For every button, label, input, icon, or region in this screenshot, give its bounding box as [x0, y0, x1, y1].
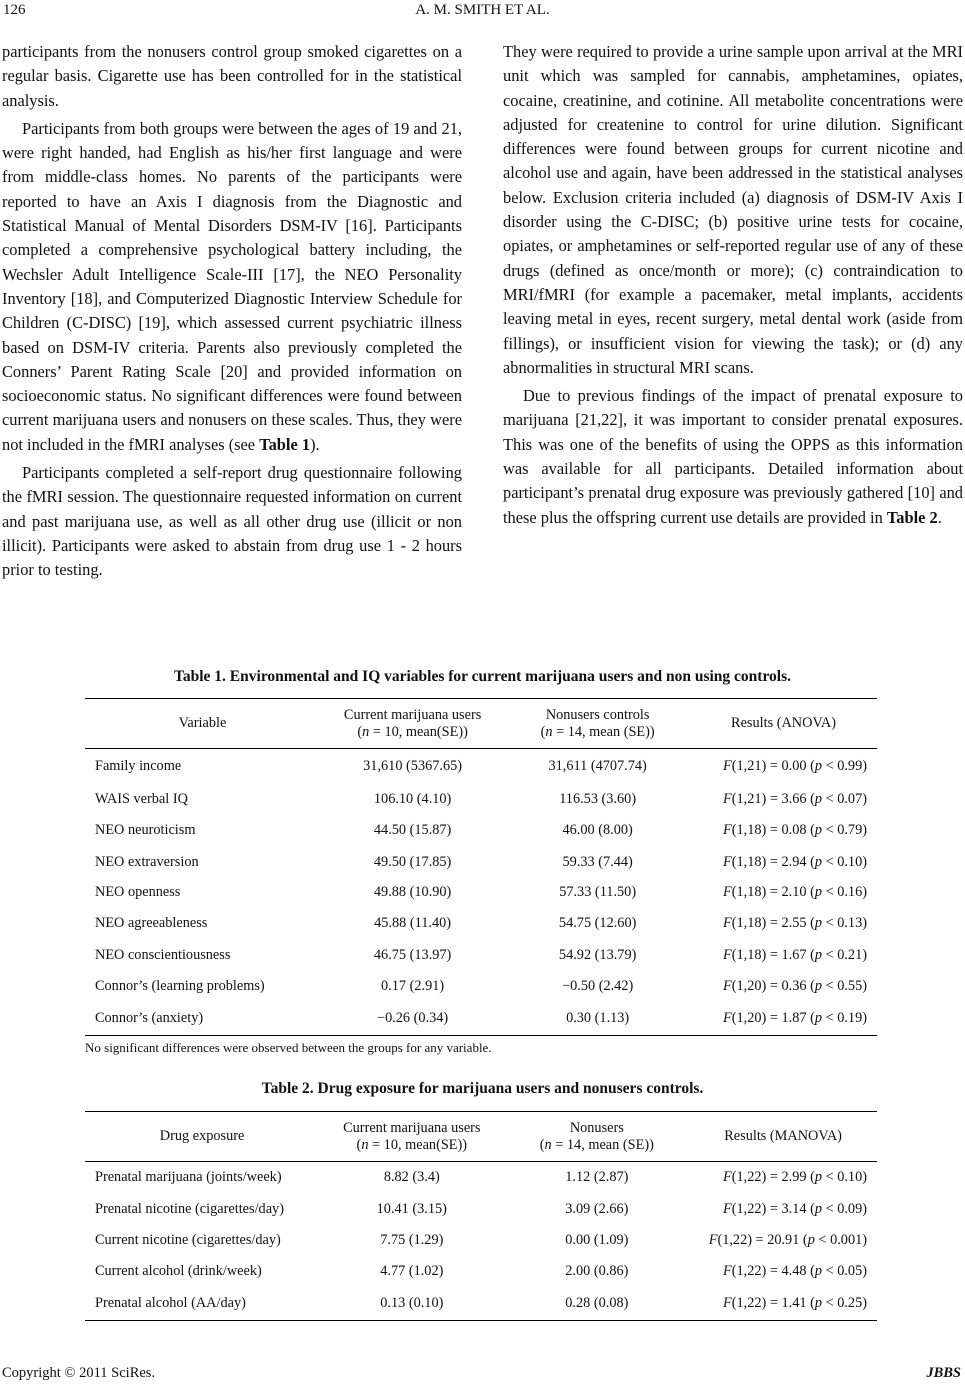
- column-header-nonusers: Nonusers (n = 14, mean (SE)): [504, 1112, 689, 1162]
- cell-variable: NEO extraversion: [95, 853, 199, 870]
- cell-nonusers: 54.75 (12.60): [558, 915, 637, 931]
- table-row: [85, 878, 877, 908]
- column-header-results: Results (MANOVA): [689, 1112, 877, 1162]
- cell-users: 7.75 (1.29): [380, 1231, 444, 1248]
- cell-variable: WAIS verbal IQ: [95, 791, 188, 807]
- paragraph: participants from the nonusers control group smoked cigarettes on a regular basis. Cigarette use has been controlled for in the statistical analysis.: [2, 42, 462, 110]
- cell-users: 10.41 (3.15): [376, 1200, 447, 1217]
- cell-nonusers: 46.00 (8.00): [562, 822, 633, 838]
- table-1-reference: Table 1: [259, 434, 311, 454]
- table-header-row: [85, 699, 877, 749]
- cell-nonusers: 0.28 (0.08): [504, 1287, 689, 1321]
- cell-nonusers: 31,611 (4707.74): [548, 758, 647, 775]
- table-row: [85, 971, 877, 1002]
- cell-result: F(1,18) = 2.10 (p < 0.16): [723, 884, 867, 900]
- table-row: [85, 1162, 877, 1194]
- cell-users: 106.10 (4.10): [373, 791, 452, 807]
- table-row: [85, 1194, 877, 1225]
- cell-users: 0.17 (2.91): [381, 977, 445, 994]
- cell-users: 31,610 (5367.65): [363, 758, 463, 775]
- right-column: [503, 40, 963, 530]
- cell-result: F(1,20) = 0.36 (p < 0.55): [723, 977, 867, 994]
- table-row: [85, 847, 877, 878]
- paragraph: [503, 384, 963, 530]
- column-header-nonusers: Nonusers controls (n = 14, mean (SE)): [505, 699, 690, 749]
- cell-result: F(1,18) = 2.55 (p < 0.13): [723, 915, 867, 931]
- cell-result: F(1,22) = 3.14 (p < 0.09): [723, 1200, 867, 1217]
- cell-variable: Connor’s (learning problems): [95, 977, 265, 994]
- paragraph: [2, 117, 462, 457]
- paragraph: Participants completed a self-report drug questionnaire following the fMRI session. The questionnaire requested information on current and past marijuana use, as well as all other drug use (illicit or non illicit). Participants were asked to abstain from drug use 1 - 2 hours prior to testing.: [2, 463, 462, 580]
- cell-result: F(1,22) = 20.91 (p < 0.001): [708, 1231, 867, 1248]
- table-1: [85, 698, 877, 1036]
- cell-users: 0.13 (0.10): [319, 1287, 504, 1321]
- column-header-users: Current marijuana users (n = 10, mean(SE)): [319, 1112, 504, 1162]
- cell-nonusers: 59.33 (7.44): [562, 853, 633, 870]
- running-head: A. M. SMITH ET AL.: [415, 2, 550, 18]
- paragraph-text: Participants from both groups were between the ages of 19 and 21, were right handed, had English as his/her first language and were from middle-class homes. No parents of the participants were reported to have an Axis I diagnosis from the Diagnostic and Statistical Manual of Mental Disorders DSM-IV [16]. Participants completed a comprehensive psychological battery including, the Wechsler Adult Intelligence Scale-III [17], the NEO Personality Inventory [18], and Computerized Diagnostic Interview Schedule for Children (C-DISC) [19], which assessed current psychiatric illness based on DSM-IV criteria. Parents also previously completed the Conners’ Parent Rating Scale [20] and provided information on socioeconomic status. No significant differences were found between current marijuana users and nonusers on these scales. Thus, they were not included in the fMRI analyses (see: [2, 118, 462, 454]
- cell-users: 49.88 (10.90): [373, 884, 452, 900]
- column-header-drug-exposure: Drug exposure: [85, 1112, 319, 1162]
- cell-nonusers: 57.33 (11.50): [559, 884, 637, 900]
- cell-nonusers: 1.12 (2.87): [565, 1169, 629, 1186]
- table-2: [85, 1111, 877, 1321]
- table-row: [85, 908, 877, 940]
- cell-variable: NEO neuroticism: [95, 822, 196, 838]
- cell-result: F(1,18) = 0.08 (p < 0.79): [723, 822, 867, 838]
- cell-variable: Connor’s (anxiety): [85, 1002, 320, 1036]
- column-header-results: Results (ANOVA): [690, 699, 877, 749]
- cell-variable: Prenatal alcohol (AA/day): [85, 1287, 319, 1321]
- cell-variable: Family income: [95, 758, 182, 775]
- column-header-variable: Variable: [85, 699, 320, 749]
- cell-variable: Prenatal marijuana (joints/week): [95, 1169, 282, 1186]
- cell-users: 44.50 (15.87): [373, 822, 452, 838]
- column-header-users: Current marijuana users (n = 10, mean(SE)): [320, 699, 505, 749]
- cell-result: F(1,22) = 2.99 (p < 0.10): [723, 1169, 867, 1186]
- paragraph-text: .: [937, 507, 942, 527]
- cell-users: 4.77 (1.02): [380, 1262, 444, 1279]
- table-row: [85, 940, 877, 971]
- cell-variable: NEO openness: [95, 884, 181, 900]
- cell-users: 8.82 (3.4): [383, 1169, 440, 1186]
- page-header: [0, 0, 965, 30]
- cell-nonusers: 3.09 (2.66): [565, 1200, 629, 1217]
- cell-result: F(1,21) = 0.00 (p < 0.99): [723, 758, 867, 775]
- cell-nonusers: 116.53 (3.60): [559, 791, 637, 807]
- paragraph-text: ).: [310, 434, 320, 454]
- cell-nonusers: 0.30 (1.13): [505, 1002, 690, 1036]
- cell-variable: NEO agreeableness: [95, 915, 208, 931]
- cell-variable: NEO conscientiousness: [95, 946, 231, 963]
- table-row: [85, 1256, 877, 1287]
- cell-users: 46.75 (13.97): [373, 946, 452, 963]
- cell-nonusers: 0.00 (1.09): [565, 1231, 629, 1248]
- table-row: [85, 815, 877, 847]
- copyright: Copyright © 2011 SciRes.: [2, 1365, 156, 1381]
- cell-users: −0.26 (0.34): [320, 1002, 505, 1036]
- page-number: 126: [3, 2, 26, 18]
- table-row: [85, 749, 877, 785]
- paragraph: They were required to provide a urine sample upon arrival at the MRI unit which was sampled for cannabis, amphetamines, opiates, cocaine, creatinine, and cotinine. All metabolite concentrations were adjusted for createnine to control for urine dilution. Significant differences were found between groups for current nicotine and alcohol use and again, have been addressed in the statistical analyses below. Exclusion criteria included (a) diagnosis of DSM-IV Axis I disorder using the C-DISC; (b) positive urine tests for cocaine, opiates, or amphetamines or self-reported regular use of any of these drugs (defined as once/month or more); (c) contraindication to MRI/fMRI (for example a pacemaker, metal implants, accidents leaving metal in eyes, recent surgery, metal dental work (aside from fillings), or insufficient vision for viewing the task); or (d) any abnormalities in structural MRI scans.: [503, 42, 963, 377]
- journal-name: JBBS: [926, 1365, 961, 1381]
- cell-nonusers: −0.50 (2.42): [562, 977, 634, 994]
- left-column: [2, 40, 462, 583]
- cell-variable: Prenatal nicotine (cigarettes/day): [95, 1200, 284, 1217]
- cell-result: F(1,21) = 3.66 (p < 0.07): [723, 791, 867, 807]
- table-row: [85, 785, 877, 815]
- table-row: [85, 1002, 877, 1036]
- table-2-caption: Table 2. Drug exposure for marijuana users and nonusers controls.: [261, 1080, 704, 1097]
- table-row: [85, 1225, 877, 1256]
- cell-result: F(1,20) = 1.87 (p < 0.19): [690, 1002, 877, 1036]
- cell-variable: Current alcohol (drink/week): [95, 1262, 262, 1279]
- table-1-note: No significant differences were observed between the groups for any variable.: [85, 1040, 492, 1055]
- table-row: [85, 1287, 877, 1321]
- cell-nonusers: 2.00 (0.86): [565, 1262, 629, 1279]
- cell-result: F(1,22) = 1.41 (p < 0.25): [689, 1287, 877, 1321]
- paragraph-text: Due to previous findings of the impact of prenatal exposure to marijuana [21,22], it was important to consider prenatal exposures. This was one of the benefits of using the OPPS as this information was available for all participants. Detailed information about participant’s prenatal drug exposure was previously gathered [10] and these plus the offspring current use details are provided in: [503, 386, 963, 527]
- cell-nonusers: 54.92 (13.79): [558, 946, 637, 963]
- cell-users: 45.88 (11.40): [374, 915, 452, 931]
- table-header-row: [85, 1112, 877, 1162]
- table-2-reference: Table 2: [886, 507, 938, 527]
- cell-users: 49.50 (17.85): [373, 853, 452, 870]
- cell-variable: Current nicotine (cigarettes/day): [95, 1231, 281, 1248]
- cell-result: F(1,18) = 2.94 (p < 0.10): [723, 853, 867, 870]
- table-1-caption: Table 1. Environmental and IQ variables for current marijuana users and non using controls.: [173, 668, 792, 685]
- cell-result: F(1,22) = 4.48 (p < 0.05): [723, 1262, 867, 1279]
- cell-result: F(1,18) = 1.67 (p < 0.21): [723, 946, 867, 963]
